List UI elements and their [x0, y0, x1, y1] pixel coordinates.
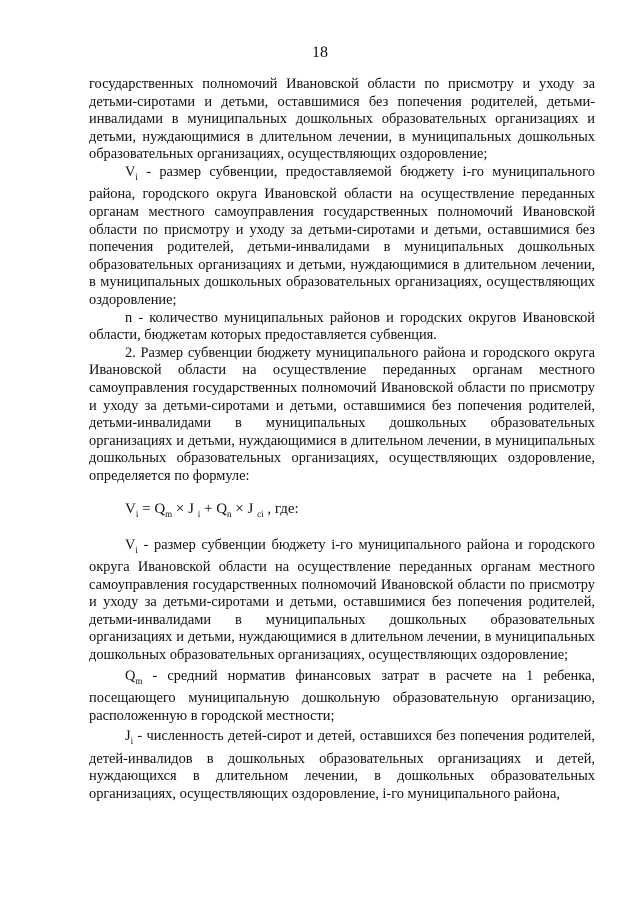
- symbol-vi: $V_i$: [125, 163, 138, 182]
- paragraph-point-2: 2. Размер субвенции бюджету муниципального района и городского округа Ивановской области на осуществление переданных органам местного самоуправления государственных полномочий Ивановской области по присмотру и уходу за детьми-сиротами и детьми, оставшимися без попечения родителей, детьми-инвалидами в муниципальных дошкольных образовательных организациях и детьми, нуждающимися в длительном лечении, в муниципальных дошкольных образовательных организациях, осуществляющих оздоровление, определяется по формуле:: [89, 344, 595, 484]
- subvention-formula: $V_i = Q_m \times J$ $_i + Q_n \times J$ $_{ci}$ , где:: [125, 500, 299, 519]
- paragraph-vi-definition: $V_i$ - размер субвенции, предоставляемой бюджету i-го муниципального района, городского округа Ивановской области на осуществление переданных органам местного самоуправления государственных полномочий Ивановской области по присмотру и уходу за детьми-сиротами и детьми, оставшимися без попечения родителей, детьми-инвалидами в муниципальных дошкольных образовательных организациях и детьми, нуждающимися в длительном лечении, в муниципальных дошкольных образовательных организациях, осуществляющих оздоровление;: [89, 163, 595, 308]
- document-body: [89, 76, 595, 803]
- page-number: 18: [312, 44, 328, 61]
- symbol-qm: $Q_m$: [125, 667, 143, 686]
- paragraph-vi-explanation: $V_i$ - размер субвенции бюджету i-го муниципального района и городского округа Ивановской области на осуществление переданных органам местного самоуправления государственных полномочий Ивановской области по присмотру и уходу за детьми-сиротами и детьми, оставшимися без попечения родителей, детьми-инвалидами в муниципальных дошкольных образовательных организациях и детьми, нуждающимися в длительном лечении, в муниципальных дошкольных образовательных организациях, осуществляющих оздоровление;: [89, 536, 595, 663]
- paragraph-ji-explanation: $J_i$ - численность детей-сирот и детей, оставшихся без попечения родителей, детей-инвалидов в дошкольных образовательных организациях и детей, нуждающихся в длительном лечении, в дошкольных образовательных организациях, осуществляющих оздоровление, i-го муниципального района,: [89, 728, 595, 802]
- symbol-ji: $J_i$: [125, 728, 134, 747]
- paragraph-continuation: государственных полномочий Ивановской области по присмотру и уходу за детьми-сиротами и детьми, оставшимися без попечения родителей, детьми-инвалидами в муниципальных дошкольных образовательных организациях и детьми, нуждающимися в длительном лечении, в муниципальных дошкольных образовательных организациях, осуществляющих оздоровление;: [89, 76, 595, 163]
- paragraph-qm-explanation: $Q_m$ - средний норматив финансовых затрат в расчете на 1 ребенка, посещающего муниципальную дошкольную образовательную организацию, расположенную в городской местности;: [89, 667, 595, 724]
- paragraph-n-definition: n - количество муниципальных районов и городских округов Ивановской области, бюджетам которых предоставляется субвенция.: [89, 309, 595, 344]
- symbol-vi-2: $V_i$: [125, 536, 138, 555]
